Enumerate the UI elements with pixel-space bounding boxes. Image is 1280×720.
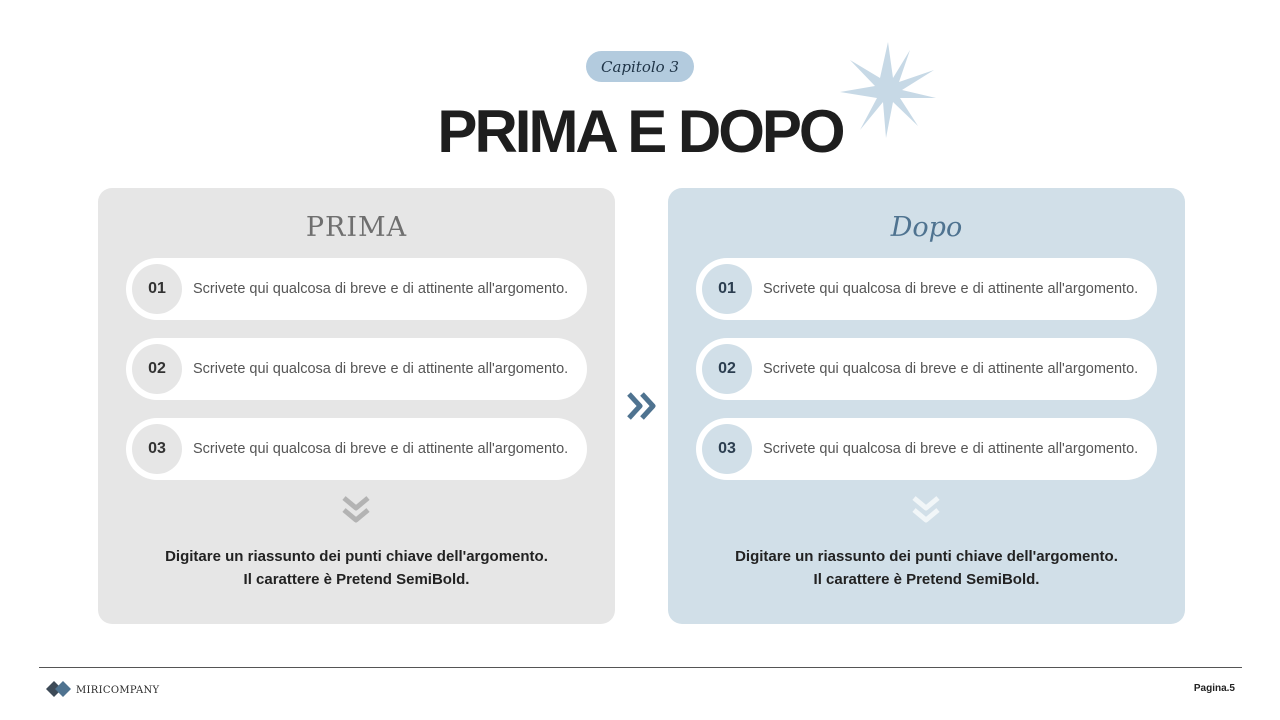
item-number: 03 — [702, 424, 752, 474]
item-text: Scrivete qui qualcosa di breve e di attinente all'argomento. — [763, 361, 1139, 377]
list-item — [126, 338, 587, 400]
item-number: 03 — [132, 424, 182, 474]
item-text: Scrivete qui qualcosa di breve e di attinente all'argomento. — [763, 441, 1139, 457]
summary-line-1: Digitare un riassunto dei punti chiave dell'argomento. — [735, 548, 1118, 565]
list-item — [696, 418, 1157, 480]
list-item — [126, 418, 587, 480]
summary-line-2: Il carattere è Pretend SemiBold. — [813, 571, 1040, 588]
list-item — [696, 258, 1157, 320]
summary-line-2: Il carattere è Pretend SemiBold. — [243, 571, 470, 588]
double-chevron-right-icon — [624, 390, 660, 422]
item-number: 01 — [132, 264, 182, 314]
before-panel — [98, 188, 615, 624]
item-text: Scrivete qui qualcosa di breve e di attinente all'argomento. — [193, 441, 569, 457]
summary-text — [668, 545, 1185, 591]
list-item — [126, 258, 587, 320]
item-number: 02 — [702, 344, 752, 394]
after-heading: Dopo — [890, 212, 963, 243]
item-text: Scrivete qui qualcosa di breve e di attinente all'argomento. — [193, 361, 569, 377]
item-text: Scrivete qui qualcosa di breve e di attinente all'argomento. — [193, 281, 569, 297]
list-item — [696, 338, 1157, 400]
item-number: 01 — [702, 264, 752, 314]
item-number: 02 — [132, 344, 182, 394]
brand-logo — [46, 680, 159, 698]
page-title: PRIMA E DOPO — [437, 98, 843, 165]
double-chevron-down-icon — [340, 494, 372, 526]
summary-text — [98, 545, 615, 591]
item-text: Scrivete qui qualcosa di breve e di attinente all'argomento. — [763, 281, 1139, 297]
summary-line-1: Digitare un riassunto dei punti chiave dell'argomento. — [165, 548, 548, 565]
after-panel — [668, 188, 1185, 624]
page-number: Pagina.5 — [1193, 683, 1235, 694]
before-heading: PRIMA — [305, 212, 408, 243]
brand-name: miricompany — [76, 681, 160, 697]
double-chevron-down-icon — [910, 494, 942, 526]
footer-divider — [39, 667, 1242, 668]
chapter-badge: Capitolo 3 — [586, 51, 694, 82]
logo-mark-icon — [46, 680, 72, 698]
